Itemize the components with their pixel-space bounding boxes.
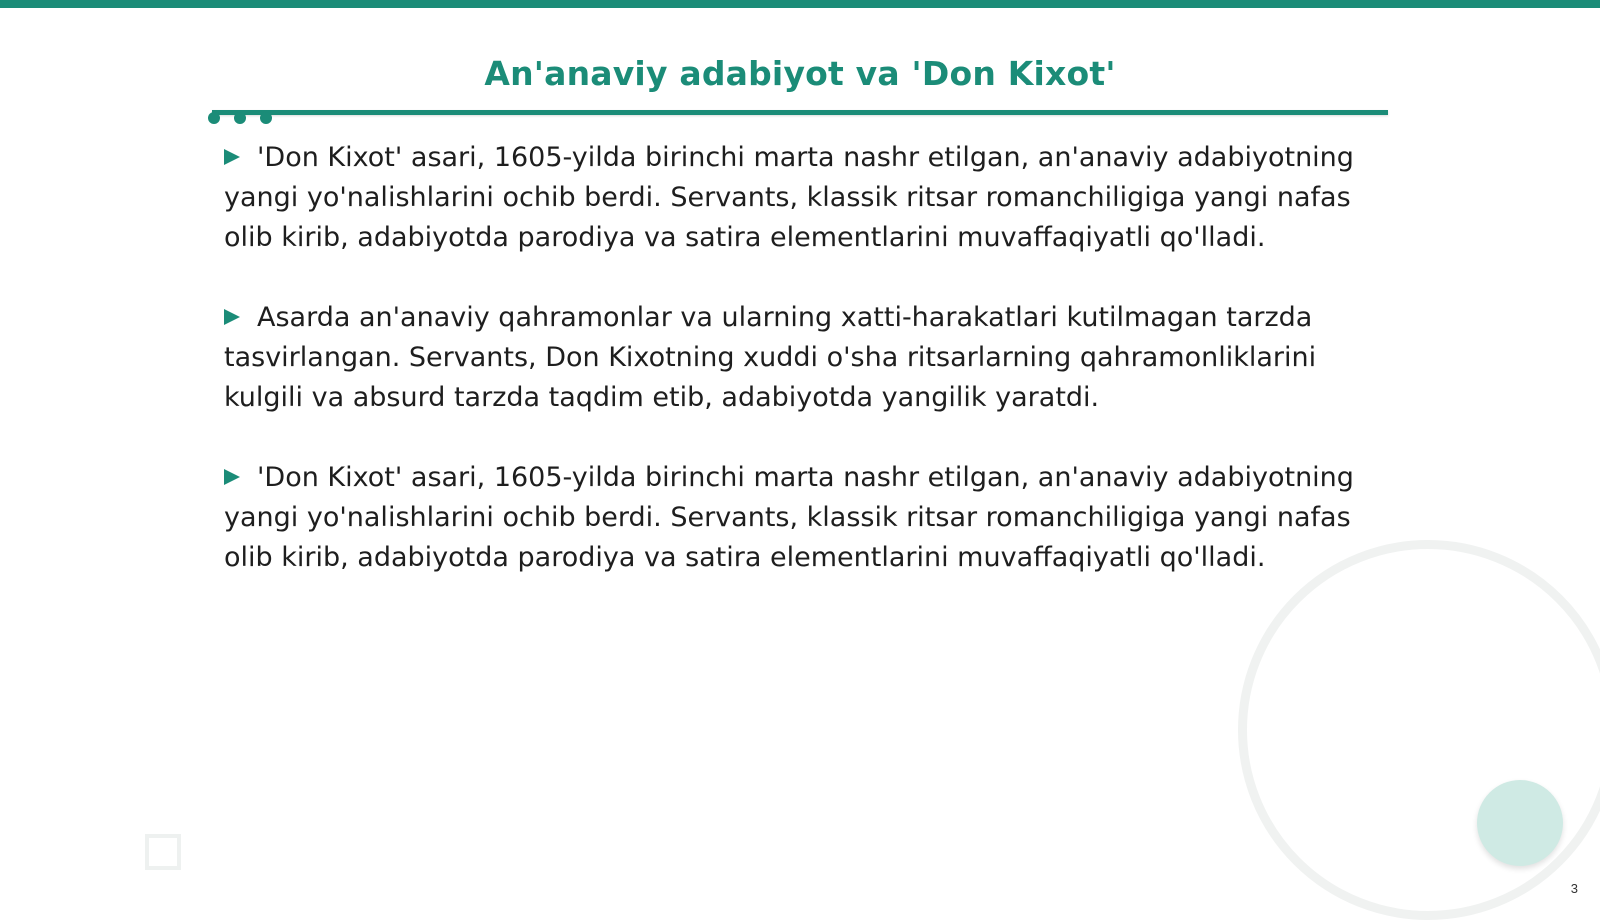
- divider-dot: [234, 112, 246, 124]
- slide-title: An'anaviy adabiyot va 'Don Kixot': [484, 54, 1116, 93]
- decorative-square: [145, 834, 181, 870]
- decorative-circle: [1477, 780, 1563, 866]
- title-divider: [212, 110, 1388, 115]
- top-accent-bar: [0, 0, 1600, 8]
- page-number: 3: [1570, 881, 1578, 896]
- decorative-ring: [1238, 540, 1600, 920]
- divider-dot: [208, 112, 220, 124]
- triangle-bullet-icon: [224, 469, 240, 485]
- bullet-paragraph: [224, 138, 1354, 258]
- triangle-bullet-icon: [224, 149, 240, 165]
- paragraph-text: Asarda an'anaviy qahramonlar va ularning xatti-harakatlari kutilmagan tarzda tasvirlangan. Servants, Don Kixotning xuddi o'sha ritsarlarning qahramonliklarini kulgili va absurd tarzda taqdim etib, adabiyotda yangilik yaratdi.: [224, 302, 1317, 413]
- paragraph-text: 'Don Kixot' asari, 1605-yilda birinchi marta nashr etilgan, an'anaviy adabiyotning yangi yo'nalishlarini ochib berdi. Servants, klassik ritsar romanchiligiga yangi nafas olib kirib, adabiyotda parodiya va satira elementlarini muvaffaqiyatli qo'lladi.: [224, 462, 1354, 573]
- bullet-paragraph: [224, 298, 1354, 418]
- paragraph-text: 'Don Kixot' asari, 1605-yilda birinchi marta nashr etilgan, an'anaviy adabiyotning yangi yo'nalishlarini ochib berdi. Servants, klassik ritsar romanchiligiga yangi nafas olib kirib, adabiyotda parodiya va satira elementlarini muvaffaqiyatli qo'lladi.: [224, 142, 1354, 253]
- bullet-paragraph: [224, 458, 1354, 578]
- triangle-bullet-icon: [224, 309, 240, 325]
- divider-dot: [260, 112, 272, 124]
- slide-body: [224, 138, 1354, 618]
